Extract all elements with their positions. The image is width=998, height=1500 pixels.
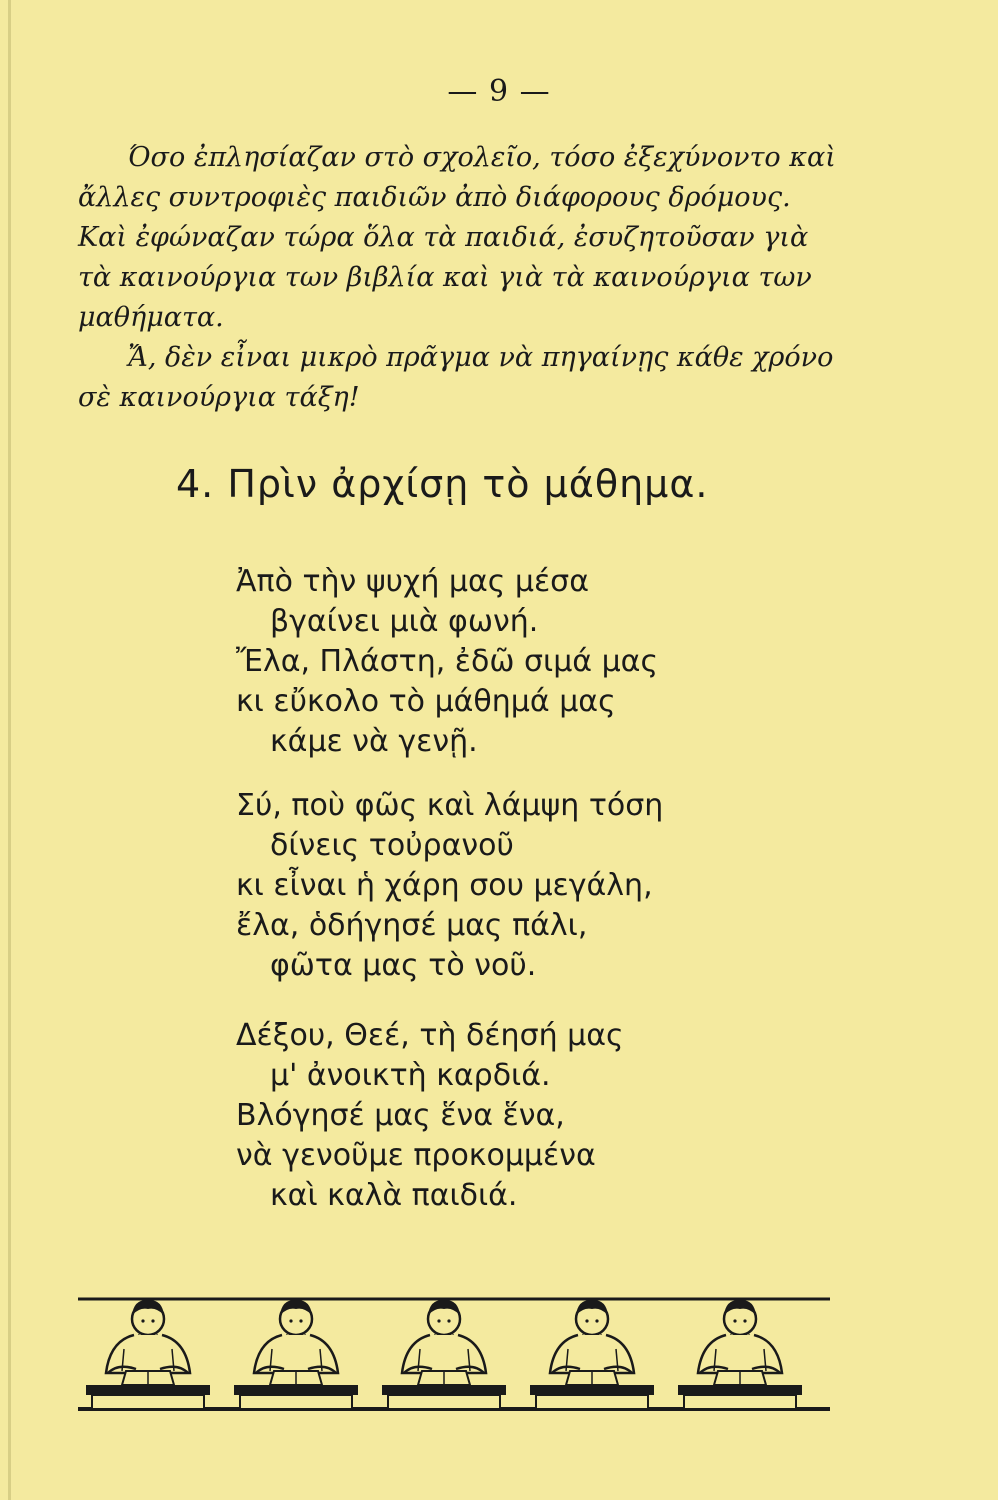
children-at-desks-icon [78, 1285, 830, 1415]
poem-line: κάμε νὰ γενῇ. [270, 724, 478, 759]
poem-line: φῶτα μας τὸ νοῦ. [270, 948, 537, 983]
child-figure [678, 1300, 802, 1409]
poem-line: κι εἶναι ἡ χάρη σου μεγάλη, [236, 868, 653, 903]
poem-stanza-3 [236, 1016, 856, 1216]
child-figure [234, 1300, 358, 1409]
poem-line: Βλόγησέ μας ἕνα ἕνα, [236, 1098, 565, 1133]
poem-line: νὰ γενοῦμε προκομμένα [236, 1138, 596, 1173]
child-figure [86, 1300, 210, 1409]
page-number: — 9 — [447, 74, 551, 109]
child-figure [530, 1300, 654, 1409]
poem-stanza-1 [236, 562, 856, 762]
poem-line: μ' ἀνοικτὴ καρδιά. [270, 1058, 551, 1093]
poem-line: δίνεις τοὐρανοῦ [270, 828, 514, 863]
section-heading: 4. Πρὶν ἀρχίσῃ τὸ μάθημα. [176, 462, 709, 506]
poem-line: Ἀπὸ τὴν ψυχή μας μέσα [236, 564, 589, 599]
poem-line: Σύ, ποὺ φῶς καὶ λάμψη τόση [236, 788, 664, 823]
child-figure [382, 1300, 506, 1409]
page-edge-divider [8, 0, 11, 1500]
poem-line: ἔλα, ὁδήγησέ μας πάλι, [236, 908, 588, 943]
poem-line: Ἔλα, Πλάστη, ἐδῶ σιμά μας [236, 644, 659, 679]
poem-line: κι εὔκολο τὸ μάθημά μας [236, 684, 616, 719]
poem-line: βγαίνει μιὰ φωνή. [270, 604, 539, 639]
poem-line: Δέξου, Θεέ, τὴ δέησή μας [236, 1018, 624, 1053]
prose-paragraph-1: Όσο ἐπλησίαζαν στὸ σχολεῖο, τόσο ἐξεχύνοντο καὶ ἄλλες συντροφιὲς παιδιῶν ἀπὸ διάφορους δρόμους. Καὶ ἐφώναζαν τώρα ὅλα τὰ παιδιά, ἐσυζητοῦσαν γιὰ τὰ καινούργια των βιβλία καὶ γιὰ τὰ καινούργια των μαθήματα. [78, 142, 836, 333]
children-group [86, 1300, 802, 1409]
poem-stanza-2 [236, 786, 856, 986]
prose-paragraph-2: Ἄ, δὲν εἶναι μικρὸ πρᾶγμα νὰ πηγαίνῃς κάθε χρόνο σὲ καινούργια τάξη! [78, 342, 834, 413]
poem-line: καὶ καλὰ παιδιά. [270, 1178, 518, 1213]
